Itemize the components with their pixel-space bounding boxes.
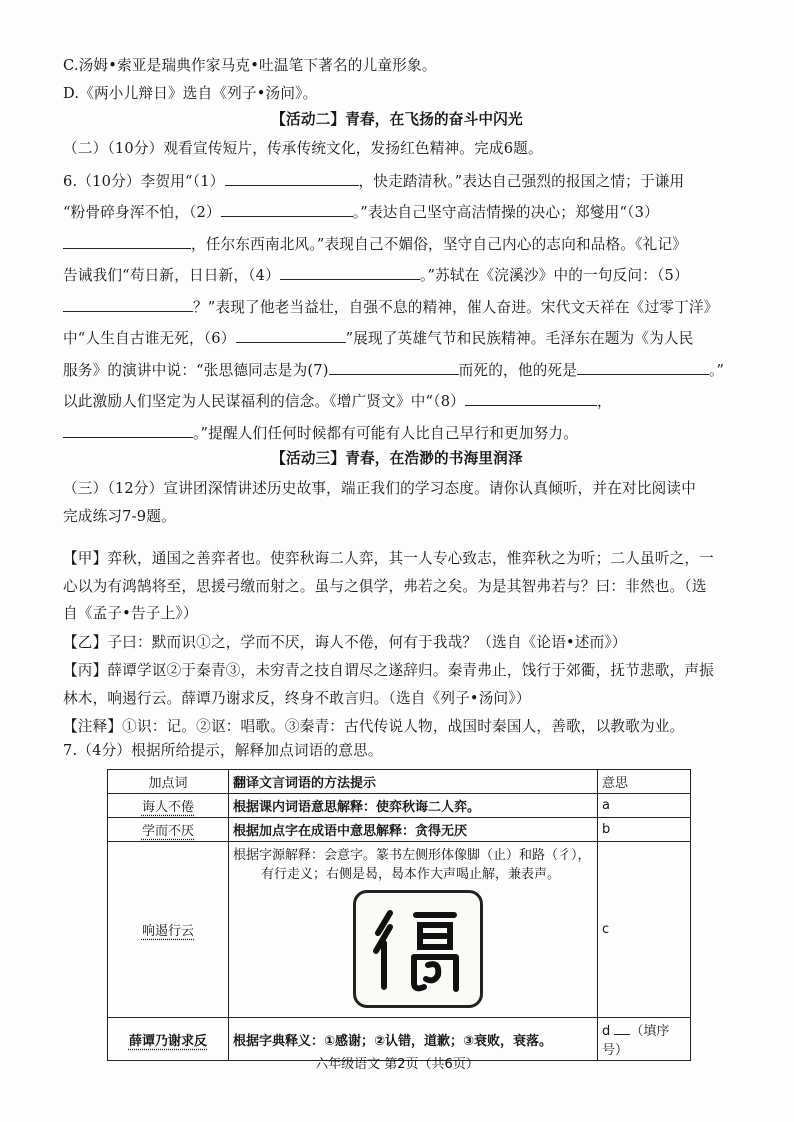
header-meaning: 意思 <box>598 770 691 794</box>
q6-line-3: ，任尔东西南北风。”表现自己不媚俗，坚守自己内心的志向和品格。《礼记》 <box>63 233 687 255</box>
hint-cell: 根据字典释义：①感谢；②认错，道歉；③衰败，衰落。 <box>229 1018 598 1061</box>
section-3-line-2: 完成练习7-9题。 <box>63 508 176 525</box>
blank-4[interactable] <box>280 264 420 280</box>
vocab-table <box>107 769 691 1061</box>
q6-line-9: 。”提醒人们任何时候都有可能有人比自己早行和更加努力。 <box>63 422 578 444</box>
table-row <box>108 818 691 842</box>
option-d: D.《两小儿辩日》选自《列子•汤问》。 <box>63 85 318 102</box>
answer-cell-c[interactable]: c <box>598 842 691 1018</box>
passage-bing-2: 林木，响遏行云。薛谭乃谢求反，终身不敢言归。（选自《列子•汤问》） <box>63 690 531 707</box>
question-7: 7.（4分）根据所给提示，解释加点词语的意思。 <box>63 742 383 759</box>
q6-line-7: 服务》的演讲中说：“张思德同志是为(7) 而死的，他的死是 。” <box>63 359 724 381</box>
blank-8a[interactable] <box>465 390 597 406</box>
q6-line-2: “粉骨碎身浑不怕，（2） 。”表达自己坚守高洁情操的决心；郑燮用“（3） <box>63 201 659 223</box>
word-cell: 薛谭乃谢求反 <box>108 1018 229 1061</box>
seal-script-character-image <box>353 890 483 1008</box>
passage-yi: 【乙】子曰：默而识①之，学而不厌，诲人不倦，何有于我哉？（选自《论语•述而》） <box>63 634 627 651</box>
hint-cell <box>229 842 598 1018</box>
seal-script-glyph <box>368 903 468 995</box>
q6-line-1: 6.（10分）李贺用“（1） ，快走踏清秋。”表达自己强烈的报国之情；于谦用 <box>63 170 684 192</box>
table-row <box>108 794 691 818</box>
answer-cell-a[interactable]: a <box>598 794 691 818</box>
blank-5[interactable] <box>63 296 193 312</box>
notes: 【注释】①识：记。②讴：唱歌。③秦青：古代传说人物，战国时秦国人，善歌，以教歌为业。 <box>63 718 685 735</box>
blank-6[interactable] <box>236 327 346 343</box>
passage-jia-1: 【甲】弈秋，通国之善弈者也。使弈秋诲二人弈，其一人专心致志，惟弈秋之为听；二人虽听之，一 <box>63 550 714 567</box>
q6-line-8: 以此激励人们坚定为人民谋福利的信念。《增广贤文》中“（8） ， <box>63 390 612 412</box>
hint-line-2: 有行走义；右侧是曷，曷本作大声喝止解，兼表声。 <box>261 867 561 882</box>
q6-line-6: 中“人生自古谁无死，（6） ”展现了英雄气节和民族精神。毛泽东在题为《为人民 <box>63 327 694 349</box>
blank-1[interactable] <box>225 170 359 186</box>
hint-line-1: 根据字源解释：会意字。篆书左侧形体像脚（止）和路（彳）， <box>233 848 591 863</box>
page-footer: 六年级语文 第2页（共6页） <box>315 1057 479 1072</box>
answer-cell-b[interactable]: b <box>598 818 691 842</box>
q6-line-4: 告诫我们“苟日新，日日新，（4） 。”苏轼在《浣溪沙》中的一句反问：（5） <box>63 264 689 286</box>
hint-cell: 根据加点字在成语中意思解释：贪得无厌 <box>229 818 598 842</box>
blank-7a[interactable] <box>329 359 459 375</box>
answer-cell-d[interactable]: d （填序号） <box>598 1018 691 1061</box>
table-row <box>108 842 691 1018</box>
activity-3-title: 【活动三】青春，在浩渺的书海里润泽 <box>271 450 523 467</box>
word-cell: 诲人不倦 <box>108 794 229 818</box>
hint-cell: 根据课内词语意思解释：使弈秋诲二人弈。 <box>229 794 598 818</box>
passage-bing-1: 【丙】薛谭学讴②于秦青③，未穷青之技自谓尽之遂辞归。秦青弗止，饯行于郊衢，抚节悲歌，声振 <box>63 662 714 679</box>
section-3-line-1: （三）（12分）宣讲团深情讲述历史故事，端正我们的学习态度。请你认真倾听，并在对比阅读中 <box>63 480 697 497</box>
blank-7b[interactable] <box>577 359 709 375</box>
activity-2-title: 【活动二】青春，在飞扬的奋斗中闪光 <box>271 111 523 128</box>
blank-2[interactable] <box>221 201 353 217</box>
section-2-intro: （二）（10分）观看宣传短片，传承传统文化，发扬红色精神。完成6题。 <box>63 140 543 157</box>
blank-3[interactable] <box>63 233 191 249</box>
word-cell: 学而不厌 <box>108 818 229 842</box>
passage-jia-2: 心以为有鸿鹄将至，思援弓缴而射之。虽与之俱学，弗若之矣。为是其智弗若与？曰：非然也。（选 <box>63 578 707 595</box>
option-c: C.汤姆•索亚是瑞典作家马克•吐温笔下著名的儿童形象。 <box>63 57 437 74</box>
blank-8b[interactable] <box>63 422 193 438</box>
word-cell: 响遏行云 <box>108 842 229 1018</box>
passage-jia-3: 自《孟子•告子上》） <box>63 605 198 622</box>
header-word: 加点词 <box>108 770 229 794</box>
table-header-row <box>108 770 691 794</box>
q6-line-5: ？”表现了他老当益壮，自强不息的精神，催人奋进。宋代文天祥在《过零丁洋》 <box>63 296 718 318</box>
header-hint: 翻译文言词语的方法提示 <box>229 770 598 794</box>
